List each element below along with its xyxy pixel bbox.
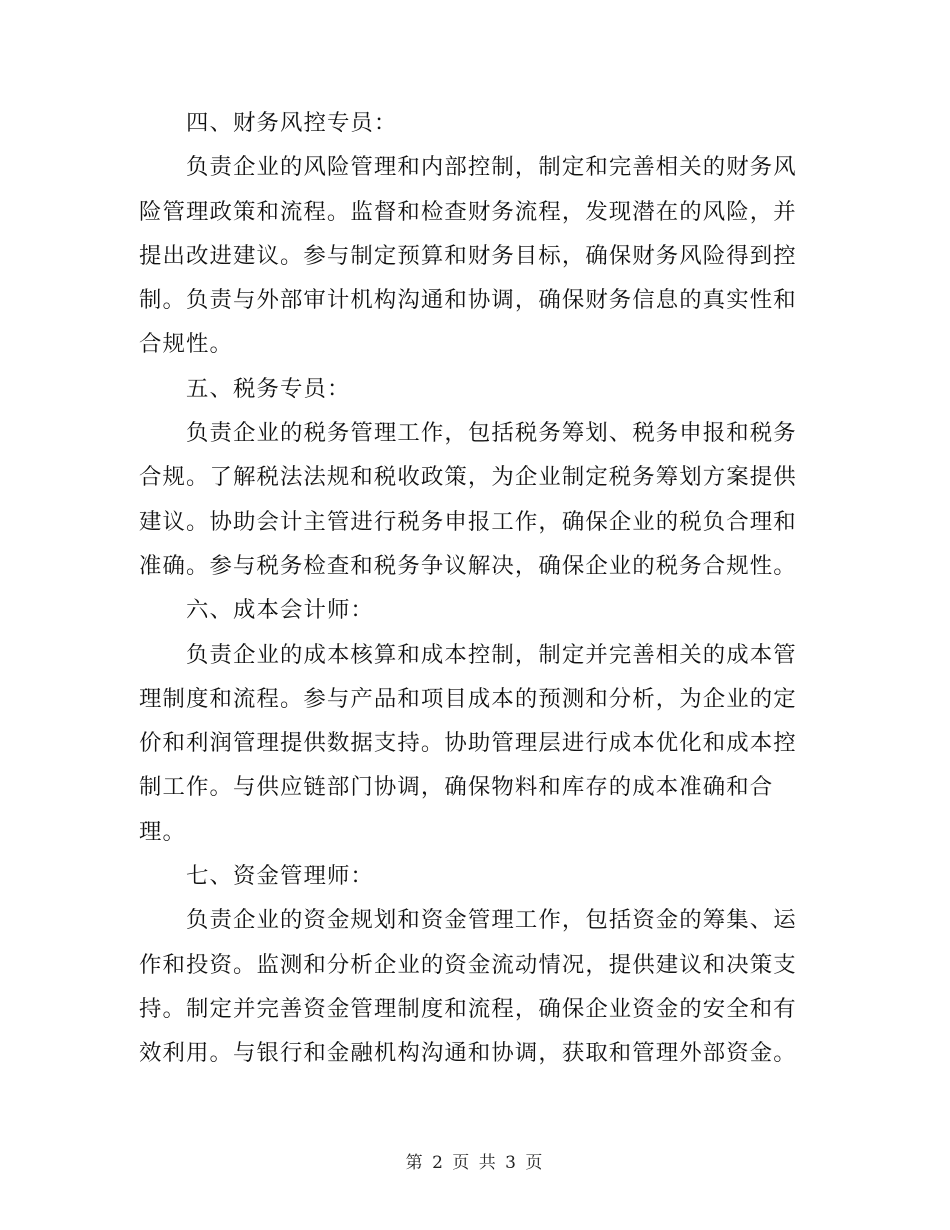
paragraph-line: 提出改进建议。参与制定预算和财务目标，确保财务风险得到控 xyxy=(139,242,797,269)
paragraph-line: 建议。协助会计主管进行税务申报工作，确保企业的税负合理和 xyxy=(139,508,797,535)
paragraph-line: 险管理政策和流程。监督和检查财务流程，发现潜在的风险，并 xyxy=(139,198,797,225)
page-number-footer: 第 2 页 共 3 页 xyxy=(405,1153,545,1173)
paragraph-line: 负责企业的税务管理工作，包括税务筹划、税务申报和税务 xyxy=(186,420,797,447)
paragraph-line: 负责企业的资金规划和资金管理工作，包括资金的筹集、运 xyxy=(186,907,797,934)
document-body xyxy=(139,101,799,1076)
paragraph-line: 价和利润管理提供数据支持。协助管理层进行成本优化和成本控 xyxy=(139,730,797,757)
paragraph-line: 负责企业的风险管理和内部控制，制定和完善相关的财务风 xyxy=(186,154,797,181)
paragraph-line: 理制度和流程。参与产品和项目成本的预测和分析，为企业的定 xyxy=(139,685,797,712)
paragraph-line: 作和投资。监测和分析企业的资金流动情况，提供建议和决策支 xyxy=(139,951,797,978)
paragraph-line: 准确。参与税务检查和税务争议解决，确保企业的税务合规性。 xyxy=(139,552,797,579)
paragraph-line: 负责企业的成本核算和成本控制，制定并完善相关的成本管 xyxy=(186,641,797,668)
paragraph-line: 理。 xyxy=(139,818,186,845)
section-heading-cost-accountant: 六、成本会计师： xyxy=(186,597,374,624)
paragraph-line: 持。制定并完善资金管理制度和流程，确保企业资金的安全和有 xyxy=(139,995,797,1022)
paragraph-line: 合规。了解税法法规和税收政策，为企业制定税务筹划方案提供 xyxy=(139,464,797,491)
paragraph-line: 合规性。 xyxy=(139,331,233,358)
paragraph-line: 制。负责与外部审计机构沟通和协调，确保财务信息的真实性和 xyxy=(139,287,797,314)
paragraph-line: 制工作。与供应链部门协调，确保物料和库存的成本准确和合 xyxy=(139,774,774,801)
section-heading-risk-control: 四、财务风控专员： xyxy=(186,110,398,136)
section-heading-treasury: 七、资金管理师： xyxy=(186,863,374,890)
paragraph-line: 效利用。与银行和金融机构沟通和协调，获取和管理外部资金。 xyxy=(139,1040,797,1067)
section-heading-tax: 五、税务专员： xyxy=(186,375,351,402)
